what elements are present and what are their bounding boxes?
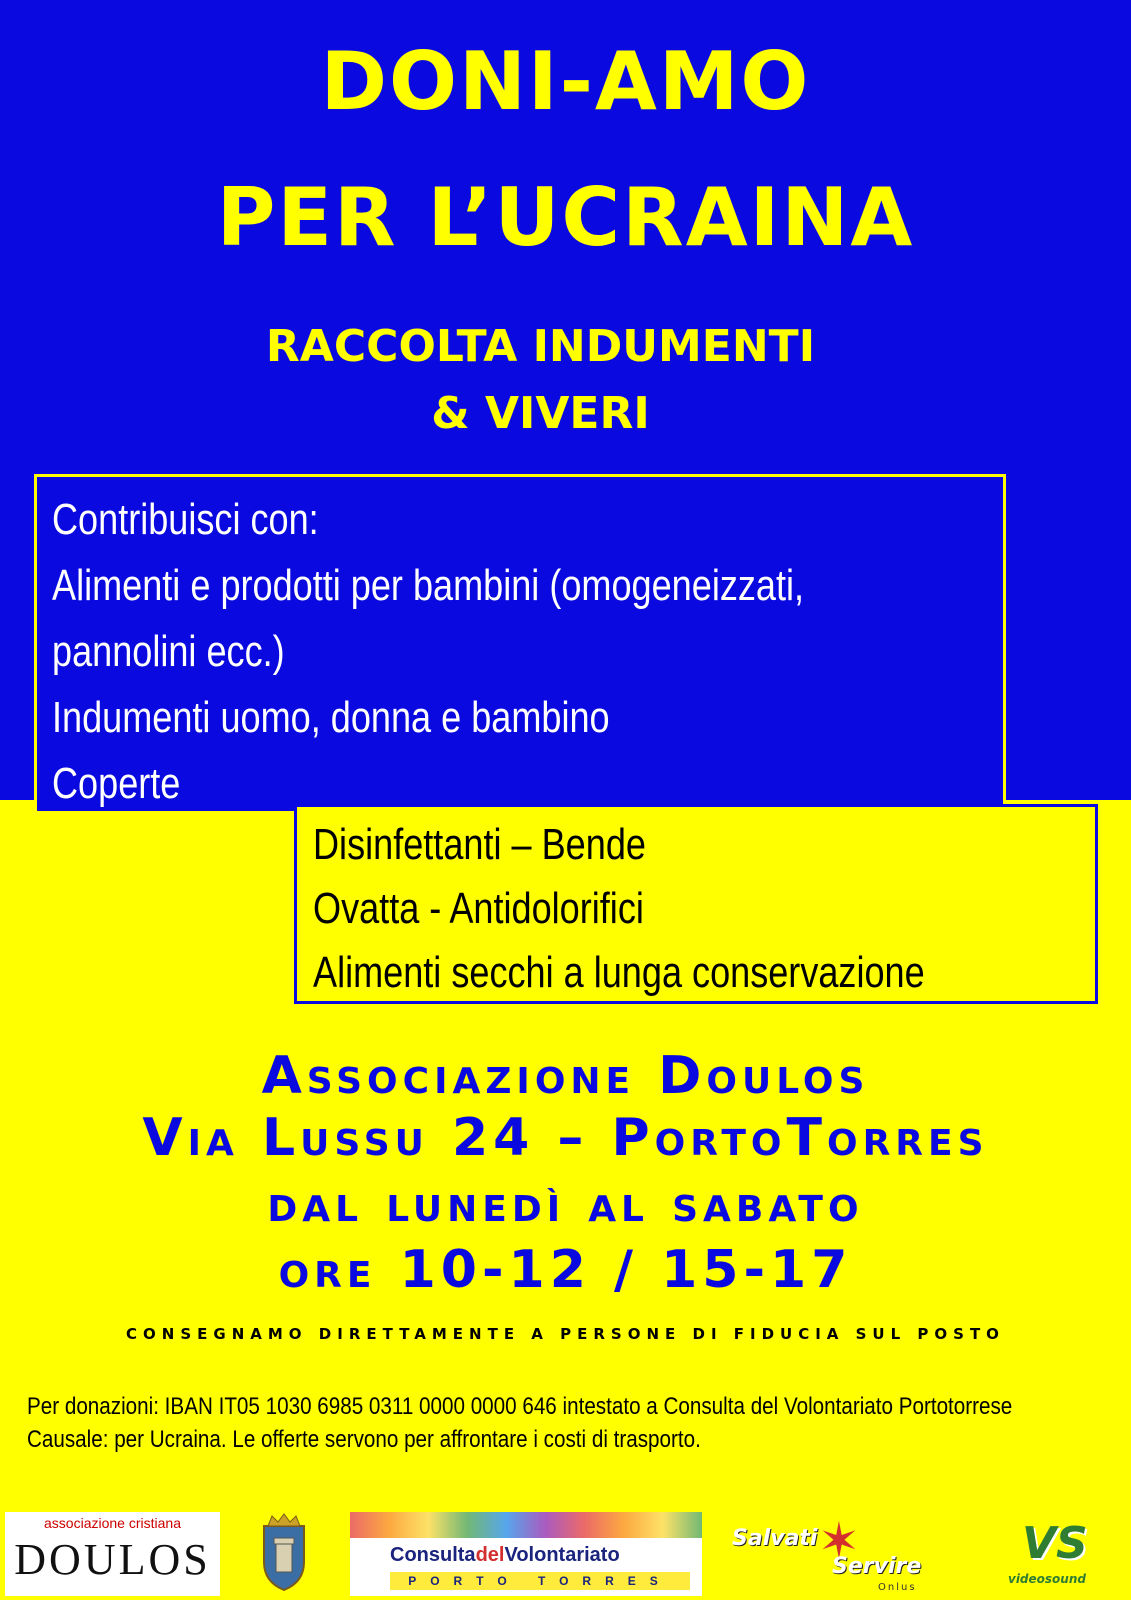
poster-title-line2: PER L’UCRAINA <box>216 171 915 264</box>
supply-item: Ovatta - Antidolorifici <box>313 884 644 933</box>
contribution-box <box>34 474 1006 814</box>
donation-reason: Causale: per Ucraina. Le offerte servono per affrontare i costi di trasporto. <box>27 1426 701 1453</box>
poster-title-line1: DONI-AMO <box>320 35 811 128</box>
star-icon: ✶ <box>818 1512 860 1570</box>
consulta-logo-name: ConsultadelVolontariato <box>390 1544 620 1566</box>
doulos-logo <box>5 1512 220 1596</box>
delivery-note: CONSEGNAMO DIRETTAMENTE A PERSONE DI FIDUCIA SUL POSTO <box>126 1325 1005 1343</box>
contribution-item: pannolini ecc.) <box>52 627 285 676</box>
videosound-logo <box>998 1512 1100 1596</box>
subtitle-line2: & VIVERI <box>431 388 650 439</box>
contribution-item: Indumenti uomo, donna e bambino <box>52 693 610 742</box>
contribution-item: Alimenti e prodotti per bambini (omogeneizzati, <box>52 561 805 610</box>
onlus-text: Onlus <box>878 1582 917 1593</box>
subtitle-line1: RACCOLTA INDUMENTI <box>265 321 816 372</box>
municipality-crest-icon <box>254 1512 314 1596</box>
donation-iban: Per donazioni: IBAN IT05 1030 6985 0311 0000 0000 646 intestato a Consulta del Volontariato Portotorrese <box>27 1393 1013 1420</box>
salvati-servire-logo <box>728 1512 960 1596</box>
medical-supplies-box <box>294 804 1098 1004</box>
doulos-logo-tagline: associazione cristiana <box>44 1515 181 1531</box>
supply-item: Alimenti secchi a lunga conservazione <box>313 948 925 997</box>
association-name: Associazione Doulos <box>261 1046 870 1106</box>
videosound-logo-text: videosound <box>1008 1572 1086 1586</box>
salvati-logo-text: Salvati <box>732 1526 818 1551</box>
contribution-item: Contribuisci con: <box>52 495 319 544</box>
opening-days: dal lunedì al sabato <box>267 1174 864 1234</box>
vs-logo-mark: VS <box>1022 1518 1088 1569</box>
opening-hours: ore 10-12 / 15-17 <box>278 1240 853 1300</box>
consulta-volontariato-logo <box>350 1512 702 1596</box>
consulta-logo-city: PORTO TORRES <box>390 1572 690 1590</box>
doulos-logo-name: DOULOS <box>14 1535 211 1584</box>
association-address: Via Lussu 24 – PortoTorres <box>142 1108 989 1168</box>
colored-hands-decoration <box>350 1512 702 1538</box>
contribution-item: Coperte <box>52 759 181 808</box>
supply-item: Disinfettanti – Bende <box>313 820 646 869</box>
servire-logo-text: Servire <box>832 1554 922 1579</box>
